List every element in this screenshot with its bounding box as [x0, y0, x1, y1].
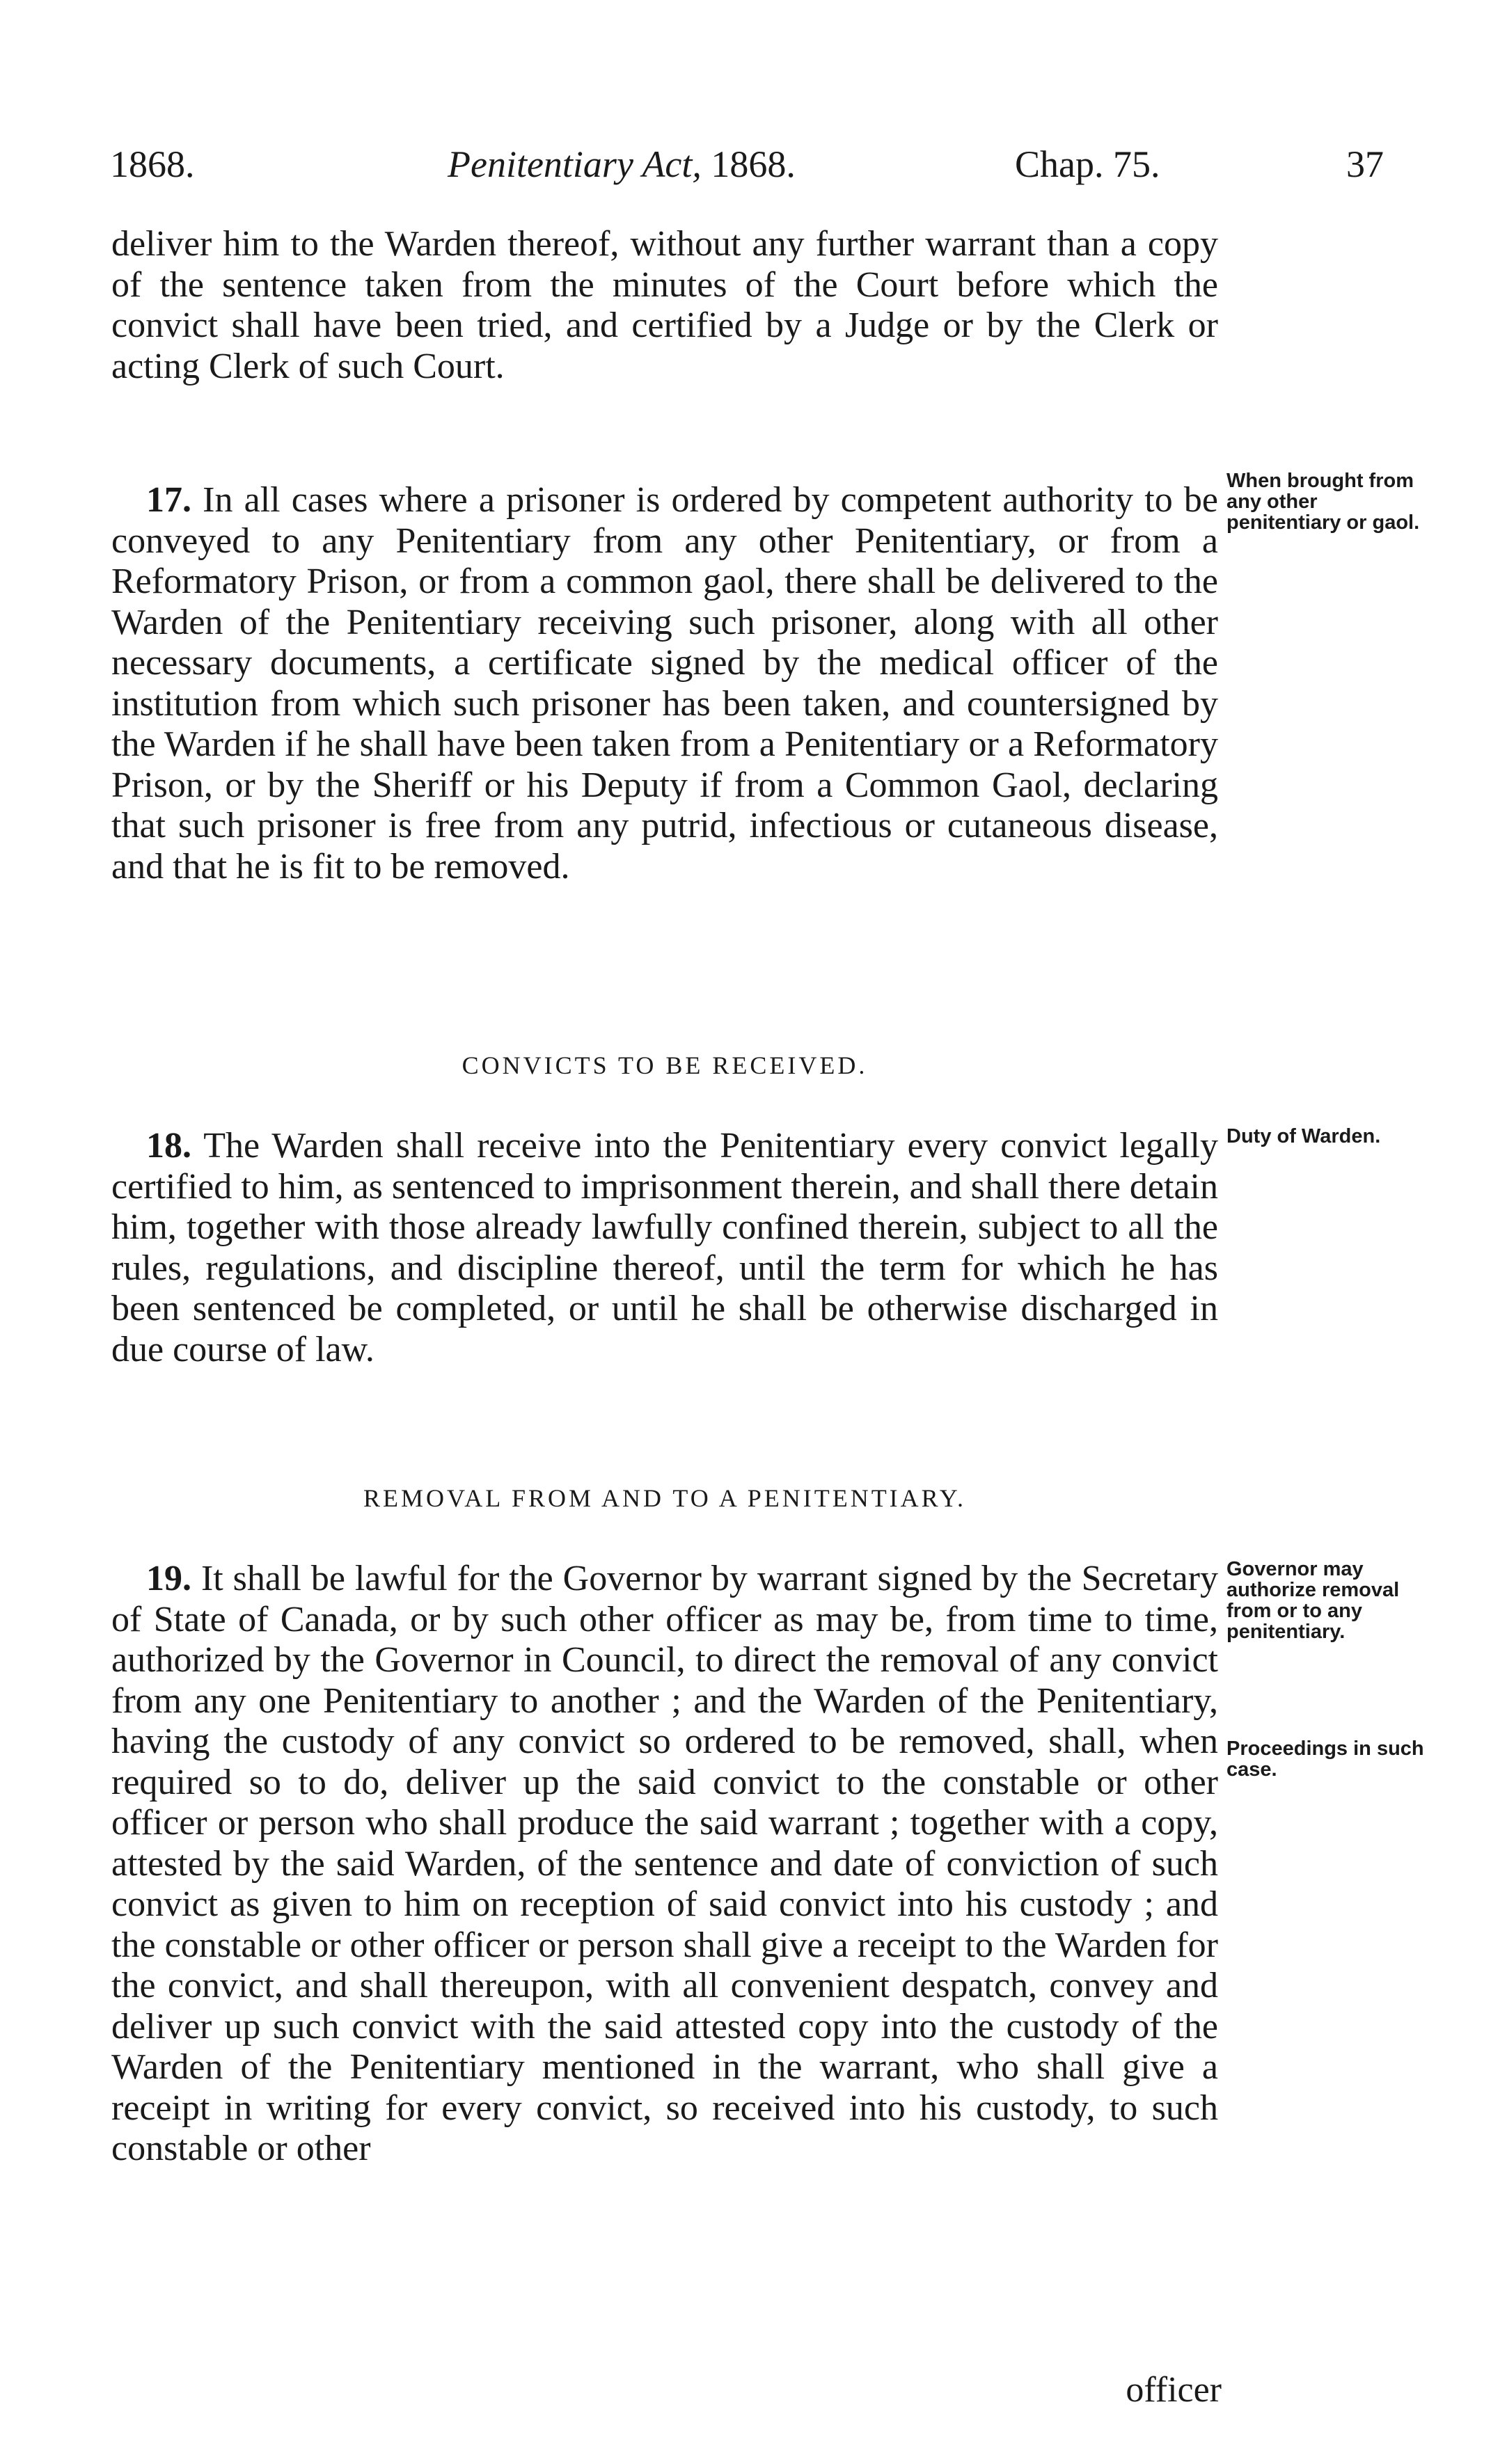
catchword: officer [1126, 2370, 1222, 2410]
margin-note-17: When brought from any other penitentiary or gaol. [1226, 470, 1420, 534]
header-year: 1868. [110, 143, 195, 185]
section-18-number: 18. [146, 1126, 191, 1166]
continuation-paragraph [111, 224, 1218, 387]
section-17-text: In all cases where a prisoner is ordered by competent authority to be conveyed to any Penitentiary from any other Penitentiary, or from a Reformatory Prison, or from a common gaol, there shall be delivered to the Warden of the Penitentiary receiving such prisoner, along with all other necessary documents, a certificate signed by the medical officer of the institution from which such prisoner has been taken, and countersigned by the Warden if he shall have been taken from a Penitentiary or a Reformatory Prison, or by the Sheriff or his Deputy if from a Common Gaol, declaring that such prisoner is free from any putrid, infectious or cutaneous disease, and that he is fit to be removed. [111, 480, 1218, 887]
header-chapter: Chap. 75. [1015, 143, 1160, 185]
section-17-paragraph [111, 480, 1218, 887]
heading-removal: REMOVAL FROM AND TO A PENITENTIARY. [363, 1484, 967, 1512]
section-17-number: 17. [146, 480, 191, 520]
section-18-paragraph [111, 1126, 1218, 1370]
continuation-text: deliver him to the Warden thereof, without any further warrant than a copy of the sentence taken from the minutes of the Court before which the convict shall have been tried, and certified by a Judge or by the Clerk or acting Clerk of such Court. [111, 224, 1218, 386]
header-title-year: 1868. [711, 143, 796, 185]
section-18-text: The Warden shall receive into the Penitentiary every convict legally certified to him, as sentenced to imprisonment therein, and shall there detain him, together with those already lawfully confined therein, subject to all the rules, regulations, and discipline thereof, until the term for which he has been sentenced be completed, or until he shall be otherwise discharged in due course of law. [111, 1126, 1219, 1369]
page-number: 37 [1346, 143, 1384, 185]
section-19-paragraph [111, 1559, 1218, 2170]
margin-note-19b: Proceedings in such case. [1226, 1738, 1424, 1781]
section-19-number: 19. [146, 1559, 191, 1598]
section-18 [111, 1126, 1218, 1370]
running-header [110, 143, 1384, 191]
header-title-text: Penitentiary Act, [448, 143, 702, 185]
margin-note-18: Duty of Warden. [1226, 1125, 1381, 1147]
heading-convicts-received: CONVICTS TO BE RECEIVED. [461, 1051, 868, 1079]
section-19-text: It shall be lawful for the Governor by warrant signed by the Secretary of State of Canada, or by such other officer as may be, from time to time, authorized by the Governor in Council, to direct the removal of any convict from any one Penitentiary to another ; and the Warden of the Penitentiary, having the custody of any convict so ordered to be removed, shall, when required so to do, deliver up the said convict to the constable or other officer or person who shall produce the said warrant ; together with a copy, attested by the said Warden, of the sentence and date of conviction of such convict as given to him on reception of said convict into his custody ; and the constable or other officer or person shall give a receipt to the Warden for the convict, and shall thereupon, with all convenient despatch, convey and deliver up such convict with the said attested copy into the custody of the Warden of the Penitentiary mentioned in the warrant, who shall give a receipt in writing for every convict, so received into his custody, to such constable or other [111, 1559, 1219, 2168]
header-title [448, 143, 796, 186]
section-19 [111, 1559, 1218, 2170]
section-17 [111, 480, 1218, 887]
margin-note-19a: Governor may authorize removal from or to any penitentiary. [1226, 1558, 1400, 1643]
